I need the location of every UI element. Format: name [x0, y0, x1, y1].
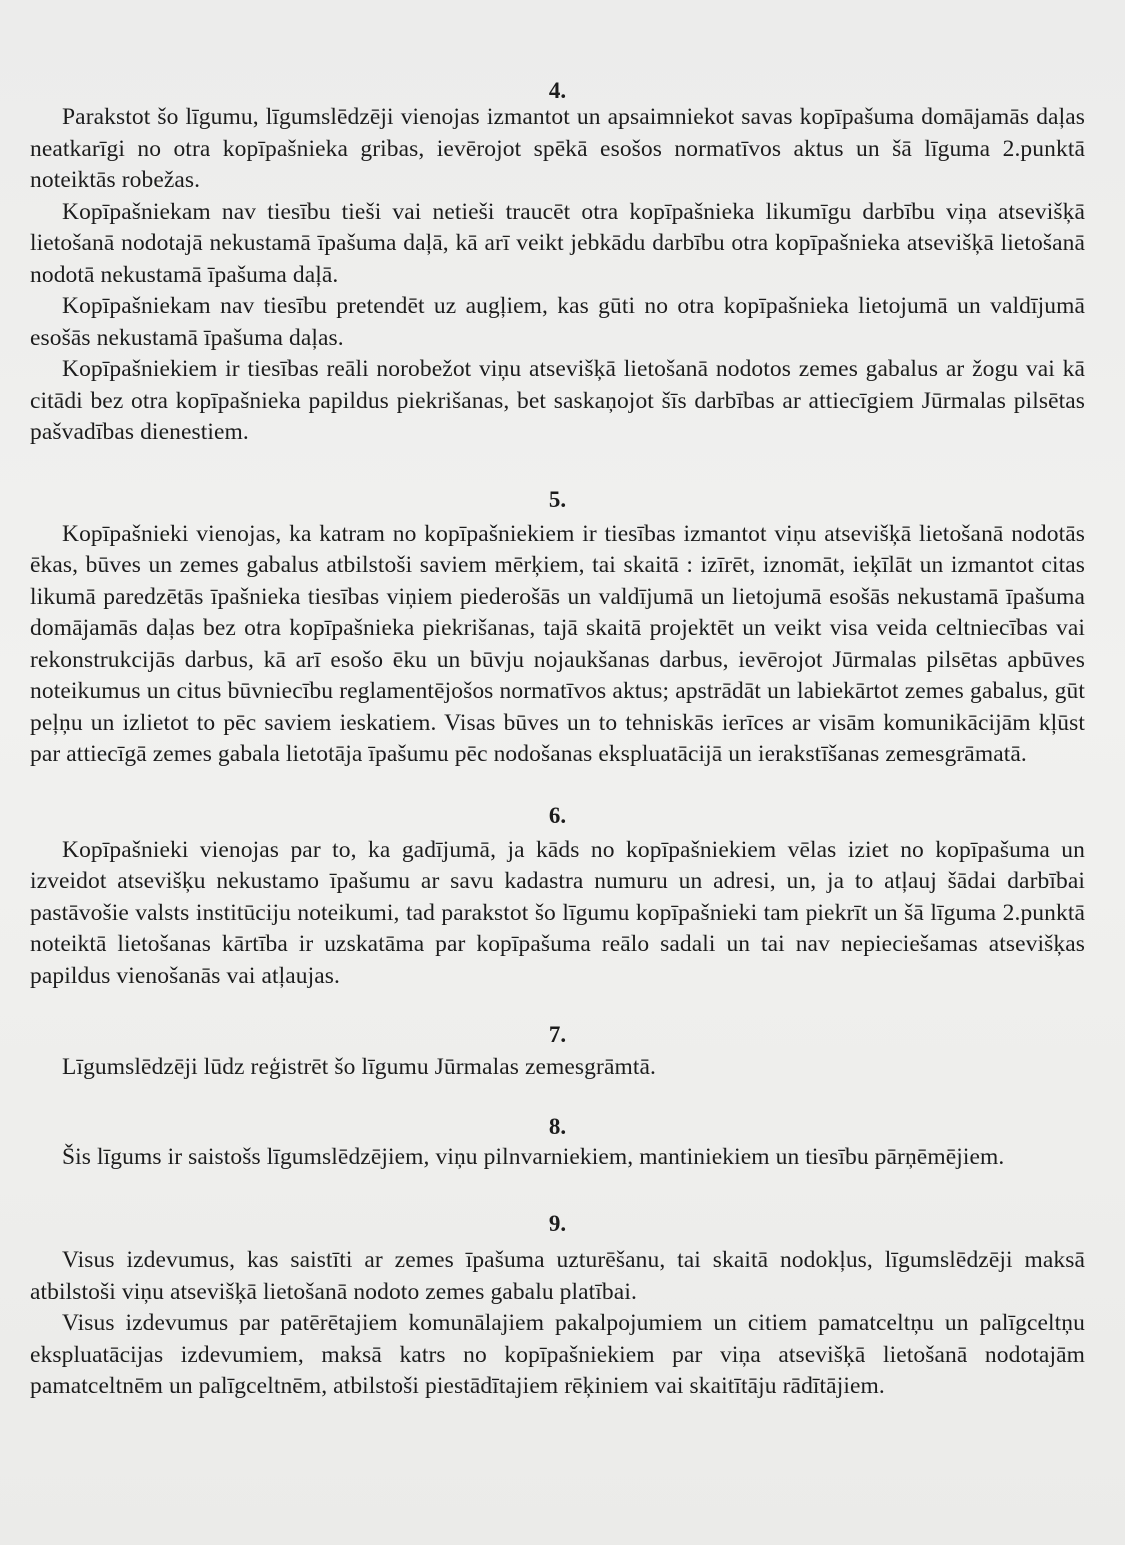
section-9	[30, 1211, 1085, 1403]
paragraph: Kopīpašniekam nav tiesību pretendēt uz augļiem, kas gūti no otra kopīpašnieka lietojumā un valdījumā esošās nekustamā īpašuma daļas.	[30, 293, 1085, 351]
section-5	[30, 487, 1085, 771]
paragraph: Kopīpašniekiem ir tiesības reāli norobežot viņu atsevišķā lietošanā nodotos zemes gabalus ar žogu vai kā citādi bez otra kopīpašnieka papildus piekrišanas, bet saskaņojot šīs darbības ar attiecīgiem Jūrmalas pilsētas pašvadības dienestiem.	[30, 356, 1085, 445]
paragraph: Kopīpašnieki vienojas, ka katram no kopīpašniekiem ir tiesības izmantot viņu atsevišķā lietošanā nodotās ēkas, būves un zemes gabalus atbilstoši saviem mērķiem, tai skaitā : izīrēt, iznomāt, ieķīlāt un izmantot citas likumā paredzētās īpašnieka tiesības viņiem piederošās un valdījumā un lietojumā esošās nekustamā īpašuma domājamās daļas bez otra kopīpašnieka piekrišanas, tajā skaitā projektēt un veikt visa veida celtniecības vai rekonstrukcijās darbus, kā arī esošo ēku un būvju nojaukšanas darbus, ievērojot Jūrmalas pilsētas apbūves noteikumus un citus būvniecību reglamentējošos normatīvos aktus; apstrādāt un labiekārtot zemes gabalus, gūt peļņu un izlietot to pēc saviem ieskatiem. Visas būves un to tehniskās ierīces ar visām komunikācijām kļūst par attiecīgā zemes gabala lietotāja īpašumu pēc nodošanas ekspluatācijā un ierakstīšanas zemesgrāmatā.	[30, 520, 1085, 767]
paragraph: Kopīpašnieki vienojas par to, ka gadījumā, ja kāds no kopīpašniekiem vēlas iziet no kopīpašuma un izveidot atsevišķu nekustamo īpašumu ar savu kadastra numuru un adresi, un, ja to atļauj šādai darbībai pastāvošie valsts institūciju noteikumi, tad parakstot šo līgumu kopīpašnieki tam piekrīt un šā līguma 2.punktā noteiktā lietošanas kārtība ir uzskatāma par kopīpašuma reālo sadali un tai nav nepieciešamas atsevišķas papildus vienošanās vai atļaujas.	[30, 836, 1085, 989]
section-6	[30, 803, 1085, 993]
paragraph: Šis līgums ir saistošs līgumslēdzējiem, viņu pilnvarniekiem, mantiniekiem un tiesību pārņēmējiem.	[62, 1143, 1005, 1170]
section-number: 4.	[548, 78, 567, 103]
paragraph: Parakstot šo līgumu, līgumslēdzēji vienojas izmantot un apsaimniekot savas kopīpašuma domājamās daļas neatkarīgi no otra kopīpašnieka gribas, ievērojot spēkā esošos normatīvos aktus un šā līguma 2.punktā noteiktās robežas.	[30, 104, 1085, 193]
section-number: 5.	[548, 486, 567, 512]
section-number: 9.	[548, 1211, 567, 1236]
section-7	[30, 1022, 1085, 1084]
paragraph: Kopīpašniekam nav tiesību tieši vai netieši traucēt otra kopīpašnieka likumīgu darbību viņa atsevišķā lietošanā nodotajā nekustamā īpašuma daļā, kā arī veikt jebkādu darbību otra kopīpašnieka atsevišķā lietošanā nodotā nekustamā īpašuma daļā.	[30, 198, 1085, 288]
paragraph: Līgumslēdzēji lūdz reģistrēt šo līgumu Jūrmalas zemesgrāmtā.	[62, 1054, 656, 1080]
section-number: 6.	[548, 802, 567, 828]
section-number: 7.	[548, 1022, 567, 1047]
section-4	[30, 78, 1085, 449]
section-number: 8.	[548, 1113, 567, 1139]
paragraph: Visus izdevumus par patērētajiem komunālajiem pakalpojumiem un citiem pamatceltņu un palīgceltņu ekspluatācijas izdevumiem, maksā katrs no kopīpašniekiem par viņa atsevišķā lietošanā nodotajām pamatceltnēm un palīgceltnēm, atbilstoši piestādītajiem rēķiniem vai skaitītāju rādītājiem.	[30, 1310, 1085, 1399]
section-8	[30, 1114, 1085, 1174]
paragraph: Visus izdevumus, kas saistīti ar zemes īpašuma uzturēšanu, tai skaitā nodokļus, līgumslēdzēji maksā atbilstoši viņu atsevišķā lietošanā nodoto zemes gabalu platībai.	[30, 1247, 1085, 1305]
